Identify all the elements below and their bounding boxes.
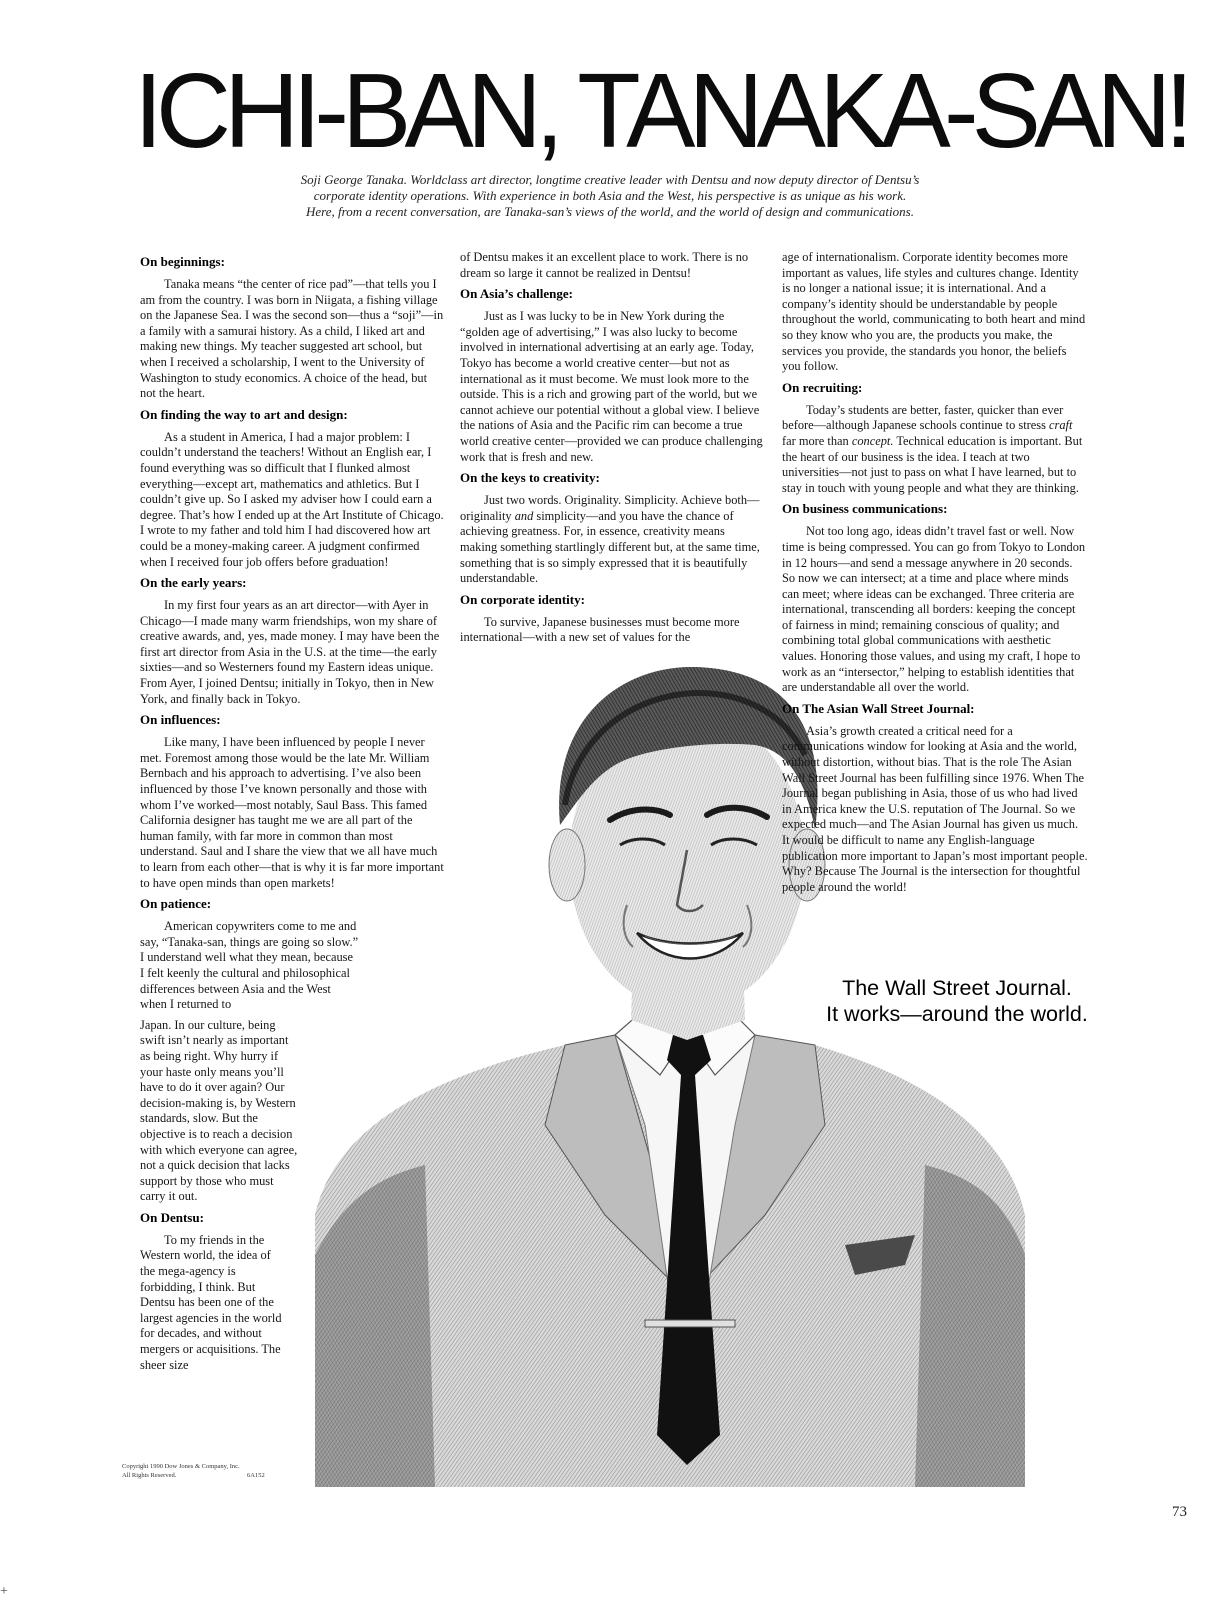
recruiting-text-b: Technical education is important. But the heart of our business is the idea. I teach at two universities—not just to pass on what I have learned, but to stay in touch with young people and what they are thinking. bbox=[782, 433, 1083, 495]
section-heading-asia-challenge: On Asia’s challenge: bbox=[460, 286, 573, 302]
section-heading-dentsu: On Dentsu: bbox=[140, 1209, 204, 1225]
paragraph-beginnings: Tanaka means “the center of rice pad”—that tells you I am from the country. I was born in Niigata, a fishing village on the Japanese Sea. I was the second son—thus a “soji”—in a family with a samurai history. As a child, I liked art and making new things. My teacher suggested art school, but when I received a scholarship, I went to the University of Washington to study economics. A choice of the head, but not the heart. bbox=[140, 277, 444, 401]
copyright-notice bbox=[122, 1462, 322, 1480]
keys-emphasis: and bbox=[514, 508, 534, 523]
paragraph-dentsu-continued: of Dentsu makes it an excellent place to work. There is no dream so large it cannot be realized in Dentsu! bbox=[460, 250, 749, 280]
column-left bbox=[140, 250, 445, 1378]
paragraph-corporate-identity: To survive, Japanese businesses must become more international—with a new set of values for the bbox=[460, 614, 740, 645]
paragraph-asian-wsj: Asia’s growth created a critical need for a communications window for looking at Asia and the world, without distortion, without bias. That is the role The Asian Wall Street Journal has been fulfilling since 1976. When The Journal began publishing in Asia, those of us who had lived in America knew the U.S. reputation of The Journal. So we expected much—and The Asian Journal has given us much. It would be difficult to name any English-language publication more important to Japan’s most important people. Why? Because The Journal is the intersection for thoughtful people around the world! bbox=[782, 723, 1088, 894]
column-middle bbox=[460, 250, 764, 651]
ad-code: 6A152 bbox=[247, 1472, 265, 1479]
recruiting-emphasis-concept: concept. bbox=[851, 433, 894, 448]
intro-paragraph: Soji George Tanaka. Worldclass art director, longtime creative leader with Dentsu and now deputy director of Dentsu’s corporate identity operations. With experience in both Asia and the West, his perspective is as unique as his work. Here, from a recent conversation, are Tanaka-san’s views of the world, and the world of design and communications. bbox=[300, 172, 920, 219]
section-heading-corporate-identity: On corporate identity: bbox=[460, 591, 585, 607]
recruiting-text-a: Today’s students are better, faster, quicker than ever before—although Japanese schools continue to stress bbox=[782, 402, 1064, 433]
section-heading-early-years: On the early years: bbox=[140, 575, 247, 591]
paragraph-identity-continued: age of internationalism. Corporate identity becomes more important as values, life styles and cultures change. Identity is no longer a national issue; it is international. And a company’s identity should be understandable by people throughout the world, communicating to both heart and mind so they know who you are, the products you make, the services you provide, the standards you honor, the beliefs you follow. bbox=[782, 250, 1086, 374]
paragraph-business-communications: Not too long ago, ideas didn’t travel fast or well. Now time is being compressed. You can go from Tokyo to London in 12 hours—and send a message anywhere in 20 seconds. So now we can intersect; at a time and place where minds can meet; where ideas can be exchanged. Three criteria are international, transcending all borders: keeping the concept of fairness in mind; remaining conscious of quality; and combining total global communications with aesthetic values. Honoring those values, and using my craft, I hope to work as an “intersector,” helping to establish identities that are understandable all over the world. bbox=[782, 524, 1086, 695]
copyright-line-2: All Rights Reserved. bbox=[122, 1472, 177, 1479]
tagline-line-1: The Wall Street Journal. bbox=[842, 976, 1072, 1000]
section-heading-asian-wsj: On The Asian Wall Street Journal: bbox=[782, 700, 975, 716]
keys-text-a: Just two words. Originality. Simplicity. Achieve both—originality bbox=[460, 493, 760, 523]
paragraph-patience-top: American copywriters come to me and say, “Tanaka-san, things are going so slow.” I understand well what they mean, because I felt keenly the cultural and philosophical differences between Asia and the West when I returned to bbox=[140, 919, 359, 1012]
section-heading-beginnings: On beginnings: bbox=[140, 254, 225, 269]
section-heading-keys-creativity: On the keys to creativity: bbox=[460, 470, 600, 486]
paragraph-early-years: In my first four years as an art director—with Ayer in Chicago—I made many warm friendships, won my share of creative awards, and, yes, made money. I may have been the first art director from Asia in the U.S. at the time—the early sixties—and so Westerners found my Eastern ideas unique. From Ayer, I joined Dentsu; initially in Tokyo, then in New York, and finally back in Tokyo. bbox=[140, 598, 440, 706]
paragraph-recruiting bbox=[782, 403, 1088, 497]
paragraph-dentsu: To my friends in the Western world, the idea of the mega-agency is forbidding, I think. But Dentsu has been one of the largest agencies in the world for decades, and without mergers or acquisitions. The sheer size bbox=[140, 1232, 282, 1372]
page-number: 73 bbox=[1172, 1504, 1187, 1520]
copyright-line-1: Copyright 1990 Dow Jones & Company, Inc. bbox=[122, 1463, 240, 1470]
paragraph-patience-bottom: Japan. In our culture, being swift isn’t nearly as important as being right. Why hurry if your haste only means you’ll have to do it over again? Our decision-making is, by Western standards, slow. But the objective is to reach a decision with which everyone can agree, not a quick decision that lacks support by those who must carry it out. bbox=[140, 1017, 298, 1204]
paragraph-art-design: As a student in America, I had a major problem: I couldn’t understand the teachers! Without an English ear, I found everything was so difficult that I flunked almost everything—except art, mathematics and athletics. But I couldn’t give up. So I asked my adviser how I could earn a degree. That’s how I ended up at the Art Institute of Chicago. I wrote to my father and told him I had discovered how art could be a money-making career. A judgment confirmed when I received four job offers before graduation! bbox=[140, 429, 444, 569]
paragraph-influences: Like many, I have been influenced by people I never met. Foremost among those would be the late Mr. William Bernbach and his approach to advertising. I’ve also been influenced by those I’ve known personally and those with whom I’ve worked—most notably, Saul Bass. This famed California designer has taught me we are all part of the human family, with far more in common than most understand. Saul and I share the view that we all have much to learn from each other—that is why it is far more important to have open minds than open markets! bbox=[140, 735, 444, 890]
section-heading-influences: On influences: bbox=[140, 712, 221, 728]
crop-mark: + bbox=[0, 1584, 8, 1599]
keys-text-b: simplicity—and you have the chance of achieving greatness. For, in essence, creativity means making something startlingly different but, at the same time, something that is so simply expressed that it is beautifully understandable. bbox=[460, 508, 760, 586]
tagline-line-2: It works—around the world. bbox=[826, 1002, 1088, 1026]
headline: ICHI-BAN, TANAKA-SAN! bbox=[134, 52, 1187, 170]
section-heading-art-design: On finding the way to art and design: bbox=[140, 406, 348, 422]
recruiting-text-mid: far more than bbox=[782, 433, 852, 448]
column-right bbox=[782, 250, 1088, 900]
paragraph-keys-creativity bbox=[460, 493, 764, 587]
section-heading-patience: On patience: bbox=[140, 896, 212, 912]
wsj-tagline bbox=[797, 975, 1117, 1027]
section-heading-recruiting: On recruiting: bbox=[782, 379, 863, 395]
paragraph-asia-challenge: Just as I was lucky to be in New York during the “golden age of advertising,” I was also lucky to become involved in international advertising at an early age. Today, Tokyo has become a world creative center—but not as international as it must become. We must look more to the outside. This is a rich and growing part of the world, but we cannot achieve our potential without a global view. I believe the nations of Asia and the Pacific rim can become a true world creative center—provided we can produce challenging work that is fresh and new. bbox=[460, 309, 763, 464]
section-heading-business-communications: On business communications: bbox=[782, 501, 948, 517]
recruiting-emphasis-craft: craft bbox=[1049, 418, 1073, 433]
